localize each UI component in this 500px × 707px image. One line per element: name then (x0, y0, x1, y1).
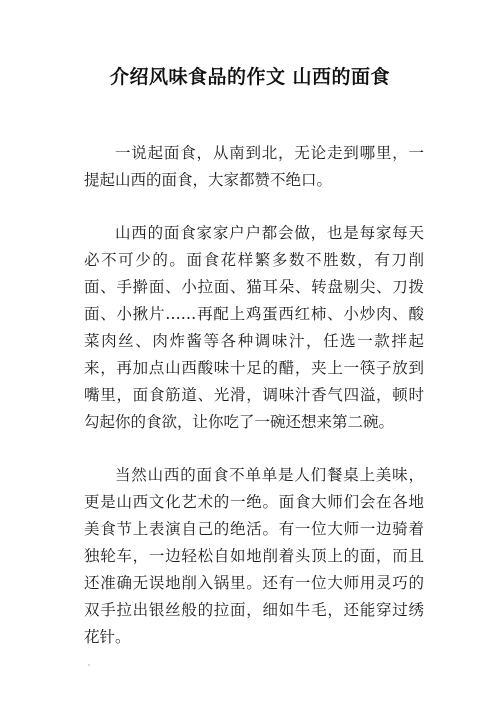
document-title: 介绍风味食品的作文 山西的面食 (109, 66, 391, 88)
paragraph-2: 山西的面食家家户户都会做，也是每家每天必不可少的。面食花样繁多数不胜数，有刀削面、手擀面、小拉面、猫耳朵、转盘剔尖、刀拨面、小揪片……再配上鸡蛋西红柿、小炒肉、酸菜肉丝、肉炸酱等各种调味汁，任选一款拌起来，再加点山西酸味十足的醋，夹上一筷子放到嘴里，面食筋道、光滑，调味汁香气四溢，顿时勾起你的食欲，让你吃了一碗还想来第二碗。 (84, 224, 424, 431)
paragraph-1: 一说起面食，从南到北，无论走到哪里，一提起山西的面食，大家都赞不绝口。 (84, 144, 424, 189)
page-mark (88, 664, 90, 666)
document-body (84, 140, 424, 677)
paragraph-3: 当然山西的面食不单单是人们餐桌上美味，更是山西文化艺术的一绝。面食大师们会在各地美食节上表演自己的绝活。有一位大师一边骑着独轮车，一边轻松自如地削着头顶上的面，而且还准确无误地削入锅里。还有一位大师用灵巧的双手拉出银丝般的拉面，细如牛毛，还能穿过绣花针。 (84, 466, 424, 646)
